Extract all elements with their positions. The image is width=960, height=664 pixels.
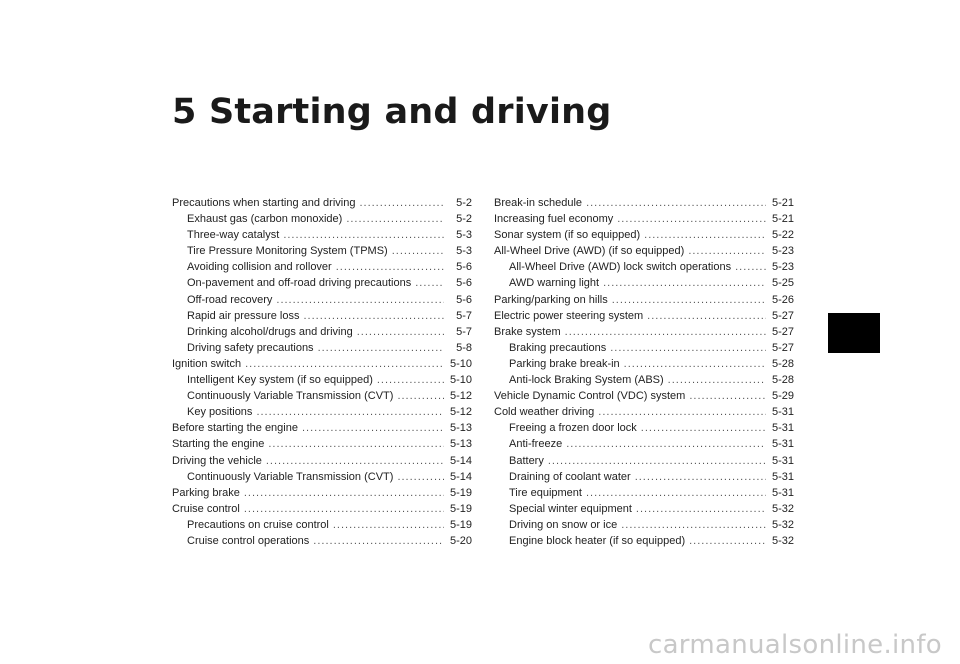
toc-leader-dots <box>689 533 766 549</box>
toc-right-column <box>494 195 794 549</box>
toc-entry[interactable] <box>494 243 794 259</box>
toc-entry-page: 5-28 <box>771 357 794 370</box>
toc-entry-page: 5-23 <box>771 245 794 258</box>
toc-entry-page: 5-31 <box>771 438 794 451</box>
toc-entry-page: 5-6 <box>456 261 472 274</box>
toc-entry-page: 5-31 <box>771 470 794 483</box>
toc-leader-dots <box>621 517 766 533</box>
toc-leader-dots <box>244 501 444 517</box>
toc-entry-label: All-Wheel Drive (AWD) (if so equipped) <box>494 245 685 258</box>
toc-entry-page: 5-31 <box>771 454 794 467</box>
toc-entry-page: 5-26 <box>771 293 794 306</box>
toc-leader-dots <box>333 517 444 533</box>
toc-entry-label: Key positions <box>187 406 253 419</box>
toc-subentry[interactable] <box>172 275 472 291</box>
toc-entry-page: 5-19 <box>449 518 472 531</box>
toc-entry-page: 5-3 <box>456 229 472 242</box>
toc-entry-label: Engine block heater (if so equipped) <box>509 534 686 547</box>
toc-entry[interactable] <box>494 388 794 404</box>
toc-leader-dots <box>668 372 766 388</box>
toc-leader-dots <box>612 292 766 308</box>
toc-entry-page: 5-25 <box>771 277 794 290</box>
toc-leader-dots <box>244 485 444 501</box>
toc-entry-page: 5-10 <box>449 357 472 370</box>
toc-leader-dots <box>647 308 766 324</box>
toc-subentry[interactable] <box>172 243 472 259</box>
toc-subentry[interactable] <box>494 340 794 356</box>
toc-subentry[interactable] <box>494 275 794 291</box>
toc-leader-dots <box>415 275 444 291</box>
toc-entry-page: 5-31 <box>771 486 794 499</box>
toc-leader-dots <box>617 211 766 227</box>
toc-entry-label: Braking precautions <box>509 341 607 354</box>
toc-subentry[interactable] <box>494 436 794 452</box>
toc-left-column <box>172 195 472 549</box>
toc-leader-dots <box>357 324 444 340</box>
toc-leader-dots <box>635 469 766 485</box>
toc-leader-dots <box>598 404 766 420</box>
toc-leader-dots <box>586 485 766 501</box>
toc-entry-page: 5-7 <box>456 325 472 338</box>
toc-entry[interactable] <box>494 404 794 420</box>
toc-entry-label: Driving the vehicle <box>172 454 262 467</box>
toc-entry-label: Avoiding collision and rollover <box>187 261 332 274</box>
toc-entry-label: Anti-lock Braking System (ABS) <box>509 374 664 387</box>
toc-leader-dots <box>397 388 444 404</box>
toc-leader-dots <box>644 227 766 243</box>
toc-entry-label: Vehicle Dynamic Control (VDC) system <box>494 390 686 403</box>
toc-leader-dots <box>641 420 766 436</box>
toc-subentry[interactable] <box>172 404 472 420</box>
toc-entry-page: 5-14 <box>449 470 472 483</box>
toc-subentry[interactable] <box>172 227 472 243</box>
toc-subentry[interactable] <box>172 469 472 485</box>
toc-leader-dots <box>245 356 444 372</box>
toc-entry-label: Intelligent Key system (if so equipped) <box>187 374 373 387</box>
toc-subentry[interactable] <box>494 372 794 388</box>
toc-entry-page: 5-2 <box>456 213 472 226</box>
toc-entry-label: Driving on snow or ice <box>509 518 618 531</box>
toc-leader-dots <box>377 372 444 388</box>
toc-leader-dots <box>565 324 766 340</box>
toc-entry-label: Drinking alcohol/drugs and driving <box>187 325 353 338</box>
toc-entry[interactable] <box>494 211 794 227</box>
toc-entry-page: 5-7 <box>456 309 472 322</box>
toc-leader-dots <box>359 195 444 211</box>
toc-leader-dots <box>689 388 766 404</box>
toc-leader-dots <box>346 211 444 227</box>
toc-entry-label: Continuously Variable Transmission (CVT) <box>187 470 394 483</box>
toc-leader-dots <box>586 195 766 211</box>
toc-leader-dots <box>735 259 766 275</box>
toc-entry-label: Rapid air pressure loss <box>187 309 300 322</box>
toc-entry-label: AWD warning light <box>509 277 600 290</box>
toc-entry-page: 5-13 <box>449 438 472 451</box>
toc-entry-page: 5-19 <box>449 502 472 515</box>
toc-entry-label: Battery <box>509 454 544 467</box>
toc-subentry[interactable] <box>172 292 472 308</box>
toc-entry-page: 5-21 <box>771 213 794 226</box>
toc-entry-label: Brake system <box>494 325 561 338</box>
toc-entry-label: Parking brake break-in <box>509 357 620 370</box>
toc-leader-dots <box>603 275 766 291</box>
toc-subentry[interactable] <box>172 533 472 549</box>
toc-entry-label: Parking brake <box>172 486 240 499</box>
toc-entry-page: 5-31 <box>771 422 794 435</box>
toc-subentry[interactable] <box>494 259 794 275</box>
toc-entry-page: 5-10 <box>449 374 472 387</box>
toc-leader-dots <box>256 404 444 420</box>
toc-subentry[interactable] <box>172 308 472 324</box>
toc-entry-label: Electric power steering system <box>494 309 644 322</box>
toc-entry-label: Three-way catalyst <box>187 229 280 242</box>
toc-entry-page: 5-29 <box>771 390 794 403</box>
toc-subentry[interactable] <box>172 259 472 275</box>
toc-entry-label: All-Wheel Drive (AWD) lock switch operations <box>509 261 732 274</box>
toc-entry-page: 5-27 <box>771 325 794 338</box>
toc-entry[interactable] <box>494 324 794 340</box>
toc-subentry[interactable] <box>172 340 472 356</box>
toc-leader-dots <box>276 292 444 308</box>
toc-entry-label: Ignition switch <box>172 357 242 370</box>
toc-entry-label: Driving safety precautions <box>187 341 314 354</box>
toc-entry-label: Special winter equipment <box>509 502 632 515</box>
toc-entry-page: 5-20 <box>449 534 472 547</box>
toc-entry[interactable] <box>172 195 472 211</box>
toc-subentry[interactable] <box>494 469 794 485</box>
toc-leader-dots <box>397 469 444 485</box>
watermark: carmanualsonline.info <box>647 630 942 660</box>
toc-entry-label: Sonar system (if so equipped) <box>494 229 641 242</box>
toc-leader-dots <box>304 308 445 324</box>
toc-entry-page: 5-2 <box>456 197 472 209</box>
chapter-title: 5 Starting and driving <box>172 92 612 132</box>
toc-entry-page: 5-6 <box>456 293 472 306</box>
toc-entry-label: Tire Pressure Monitoring System (TPMS) <box>187 245 388 258</box>
toc-entry-label: Parking/parking on hills <box>494 293 608 306</box>
toc-entry-page: 5-3 <box>456 245 472 258</box>
toc-entry-label: Cruise control operations <box>187 534 310 547</box>
toc-entry-page: 5-6 <box>456 277 472 290</box>
toc-leader-dots <box>636 501 766 517</box>
toc-subentry[interactable] <box>172 388 472 404</box>
toc-entry[interactable] <box>172 501 472 517</box>
toc-leader-dots <box>268 436 444 452</box>
toc-entry-page: 5-28 <box>771 374 794 387</box>
toc-entry-label: Exhaust gas (carbon monoxide) <box>187 213 343 226</box>
toc-leader-dots <box>313 533 444 549</box>
toc-leader-dots <box>610 340 766 356</box>
toc-subentry[interactable] <box>494 453 794 469</box>
toc-entry-page: 5-31 <box>771 406 794 419</box>
toc-leader-dots <box>266 453 444 469</box>
toc-subentry[interactable] <box>494 501 794 517</box>
toc-entry[interactable] <box>172 356 472 372</box>
toc-entry-label: Off-road recovery <box>187 293 273 306</box>
toc-entry-label: Before starting the engine <box>172 422 298 435</box>
toc-entry-label: Freeing a frozen door lock <box>509 422 637 435</box>
toc-entry-label: Cruise control <box>172 502 240 515</box>
toc-subentry[interactable] <box>494 517 794 533</box>
toc-entry-page: 5-12 <box>449 406 472 419</box>
toc-subentry[interactable] <box>494 356 794 372</box>
toc-subentry[interactable] <box>494 485 794 501</box>
toc-subentry[interactable] <box>172 324 472 340</box>
toc-subentry[interactable] <box>172 372 472 388</box>
toc-leader-dots <box>392 243 444 259</box>
toc-subentry[interactable] <box>172 211 472 227</box>
toc-entry[interactable] <box>494 292 794 308</box>
toc-entry-page: 5-8 <box>456 341 472 354</box>
toc-entry-page: 5-21 <box>771 197 794 209</box>
toc-leader-dots <box>548 453 766 469</box>
toc-entry-label: Anti-freeze <box>509 438 563 451</box>
toc-subentry[interactable] <box>494 420 794 436</box>
toc-entry[interactable] <box>172 420 472 436</box>
toc-entry-label: Starting the engine <box>172 438 265 451</box>
toc-entry-label: Cold weather driving <box>494 406 595 419</box>
toc-entry-label: Break-in schedule <box>494 197 583 209</box>
toc-leader-dots <box>318 340 444 356</box>
toc-leader-dots <box>302 420 444 436</box>
toc-entry[interactable] <box>494 195 794 211</box>
toc-subentry[interactable] <box>172 517 472 533</box>
toc-entry-label: Precautions when starting and driving <box>172 197 356 209</box>
toc-entry[interactable] <box>172 453 472 469</box>
toc-entry-label: Precautions on cruise control <box>187 518 329 531</box>
toc-entry-label: Draining of coolant water <box>509 470 631 483</box>
toc-entry-label: Increasing fuel economy <box>494 213 614 226</box>
toc-entry-page: 5-19 <box>449 486 472 499</box>
toc-entry[interactable] <box>172 485 472 501</box>
toc-entry-page: 5-13 <box>449 422 472 435</box>
toc-subentry[interactable] <box>494 533 794 549</box>
toc-leader-dots <box>336 259 444 275</box>
toc-entry-page: 5-32 <box>771 502 794 515</box>
toc-entry-page: 5-22 <box>771 229 794 242</box>
toc-entry[interactable] <box>494 308 794 324</box>
toc-entry[interactable] <box>494 227 794 243</box>
toc-leader-dots <box>624 356 766 372</box>
toc-entry-page: 5-27 <box>771 341 794 354</box>
toc-entry-label: Tire equipment <box>509 486 582 499</box>
toc-entry-page: 5-23 <box>771 261 794 274</box>
toc-leader-dots <box>566 436 766 452</box>
chapter-tab-marker <box>828 313 880 353</box>
toc-entry[interactable] <box>172 436 472 452</box>
toc-entry-page: 5-27 <box>771 309 794 322</box>
toc-leader-dots <box>283 227 444 243</box>
toc-leader-dots <box>688 243 766 259</box>
toc-entry-label: Continuously Variable Transmission (CVT) <box>187 390 394 403</box>
toc-entry-page: 5-14 <box>449 454 472 467</box>
toc-entry-page: 5-32 <box>771 534 794 547</box>
toc-entry-label: On-pavement and off-road driving precautions <box>187 277 412 290</box>
toc-entry-page: 5-12 <box>449 390 472 403</box>
toc-entry-page: 5-32 <box>771 518 794 531</box>
